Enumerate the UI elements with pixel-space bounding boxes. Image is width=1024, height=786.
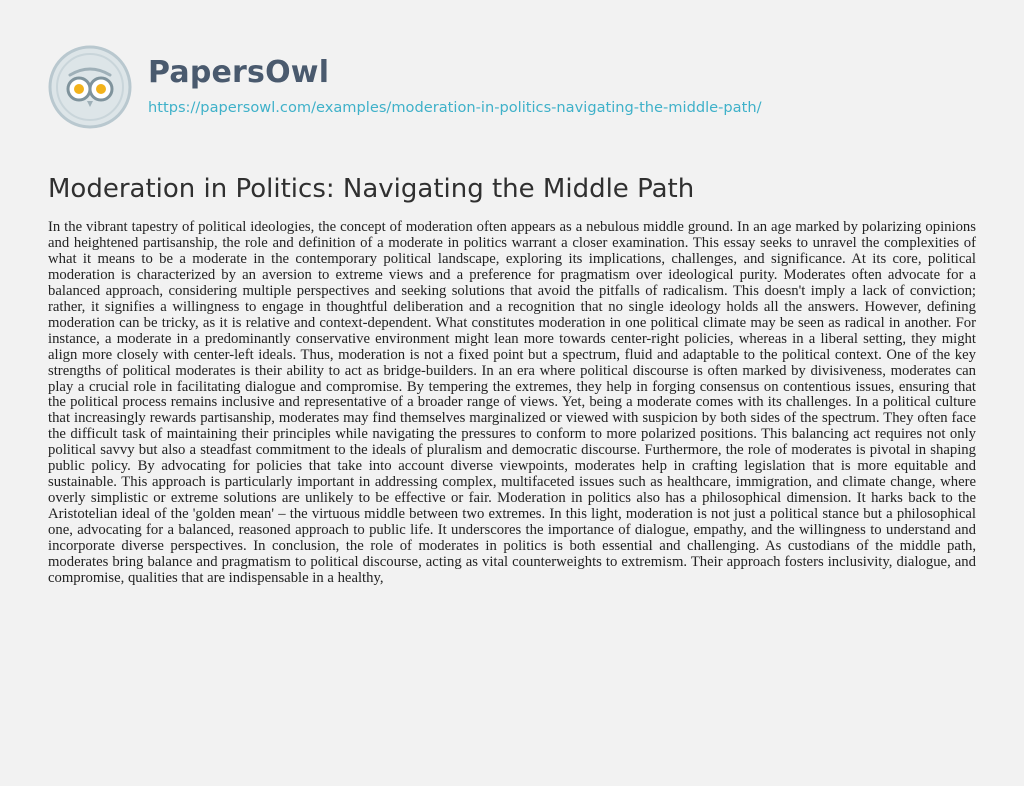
owl-logo-icon <box>48 45 132 129</box>
brand-block <box>148 55 762 119</box>
essay-title: Moderation in Politics: Navigating the Middle Path <box>48 174 695 204</box>
essay-body: In the vibrant tapestry of political ideologies, the concept of moderation often appears as a nebulous middle ground. In an age marked by polarizing opinions and heightened partisanship, the role and definition of a moderate in politics warrant a closer examination. This essay seeks to unravel the complexities of what it means to be a moderate in the contemporary political landscape, exploring its implications, challenges, and significance. At its core, political moderation is characterized by an aversion to extreme views and a preference for pragmatism over ideological purity. Moderates often advocate for a balanced approach, considering multiple perspectives and seeking solutions that avoid the pitfalls of radicalism. This doesn't imply a lack of conviction; rather, it signifies a willingness to engage in thoughtful deliberation and a recognition that no single ideology holds all the answers. However, defining moderation can be tricky, as it is relative and context-dependent. What constitutes moderation in one political climate may be seen as radical in another. For instance, a moderate in a predominantly conservative environment might lean more towards center-right policies, whereas in a liberal setting, they might align more closely with center-left ideals. Thus, moderation is not a fixed point but a spectrum, fluid and adaptable to the political context. One of the key strengths of political moderates is their ability to act as bridge-builders. In an era where political discourse is often marked by divisiveness, moderates can play a crucial role in facilitating dialogue and compromise. By tempering the extremes, they help in forging consensus on contentious issues, ensuring that the political process remains inclusive and representative of a broader range of views. Yet, being a moderate comes with its challenges. In a political culture that increasingly rewards partisanship, moderates may find themselves marginalized or viewed with suspicion by both sides of the spectrum. They often face the difficult task of maintaining their principles while navigating the pressures to conform to more polarized positions. This balancing act requires not only political savvy but also a steadfast commitment to the ideals of pluralism and democratic discourse. Furthermore, the role of moderates is pivotal in shaping public policy. By advocating for policies that take into account diverse viewpoints, moderates help in crafting legislation that is more equitable and sustainable. This approach is particularly important in addressing complex, multifaceted issues such as healthcare, immigration, and climate change, where overly simplistic or extreme solutions are unlikely to be effective or fair. Moderation in politics also has a philosophical dimension. It harks back to the Aristotelian ideal of the 'golden mean' – the virtuous middle between two extremes. In this light, moderation is not just a political stance but a philosophical one, advocating for a balanced, reasoned approach to public life. It underscores the importance of dialogue, empathy, and the willingness to understand and incorporate diverse perspectives. In conclusion, the role of moderates in politics is both essential and challenging. As custodians of the middle path, moderates bring balance and pragmatism to political discourse, acting as vital counterweights to extremism. Their approach fosters inclusivity, dialogue, and compromise, qualities that are indispensable in a healthy, <box>48 219 976 586</box>
site-header <box>48 32 762 142</box>
source-url-link[interactable]: https://papersowl.com/examples/moderation-in-politics-navigating-the-middle-path/ <box>148 99 762 116</box>
brand-name[interactable]: PapersOwl <box>148 55 330 90</box>
